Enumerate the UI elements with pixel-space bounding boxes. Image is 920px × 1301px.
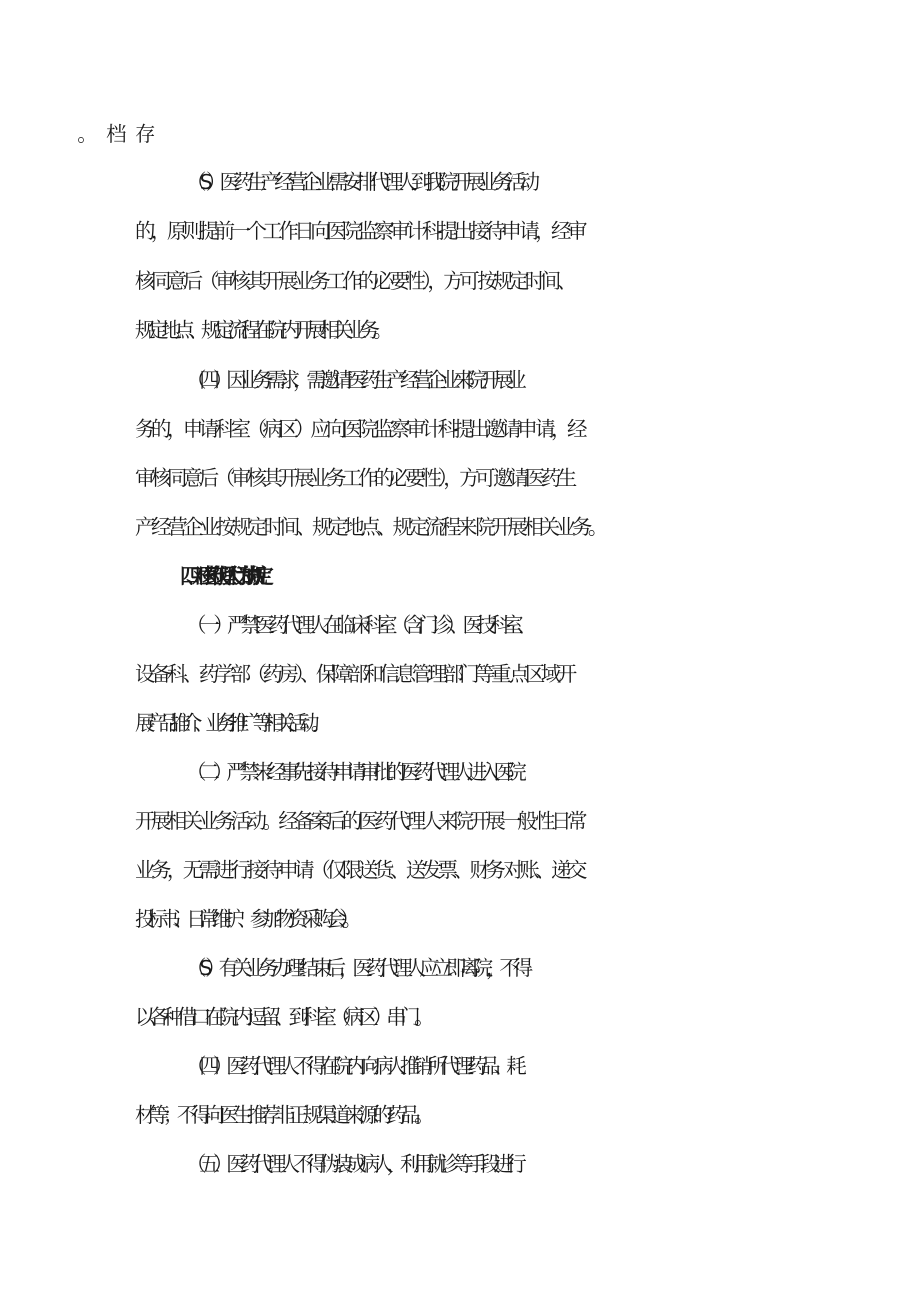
paragraph-line: （S）有关业务办理结束后，医药代理人应立即离院，不得 [186, 956, 527, 980]
section-heading: 四、对医药代理人行为的规定 [180, 564, 260, 588]
paragraph-line: 务的，申请科室（病区）应向医院监察审计科提出邀请申 请，经 [135, 417, 583, 441]
paragraph-line: 业务，无需进行接待申请（仅限送货、送发票、财务 对账、递交 [135, 858, 583, 882]
paragraph-line: 设备科、药学部（药房）、保障部和信息管理部门等重 点区域开 [135, 662, 573, 686]
paragraph-line: 开展相关业务活动。经备案后的医药代理人来院开展一般 性日常 [135, 809, 583, 833]
paragraph-line: 展产品推介、业务推广等相关活动。 [135, 711, 323, 735]
paragraph-line: （S）医药生产经营企业需安排代理人到我院开展业务 活动 [186, 170, 534, 194]
paragraph-line: 材等；不得向医生推荐非正规渠道来源的药品。 [135, 1103, 429, 1127]
paragraph-line: 规定地点、规定流程在院内开展相关业务。 [135, 318, 386, 342]
paragraph-line: （一）严禁医药代理人在临床科室（含门诊）、医技科 室、 [186, 613, 531, 637]
paragraph-line [135, 117, 920, 151]
paragraph-line: 的，原则提前一个工作日向医院监察审计科提出接待申 请，经审 [135, 219, 583, 243]
paragraph-line: （四）因业务需求，需邀请医药生产经营企业来院开展 业 [186, 368, 520, 392]
paragraph-line: （四）医药代理人不得在院内向病人推销所代理药品、 耗 [186, 1054, 520, 1078]
paragraph-line: （二）严禁未经事先接待申请审批的医药代理人进入医 院 [186, 760, 520, 784]
paragraph-line: 投标书、日常维护、参加物资采购会）。 [135, 907, 355, 931]
paragraph-line: （五）医药代理人不得伪装成病人，利用就诊等手段进 行 [186, 1152, 520, 1176]
paragraph-line: 审核同意后（审核其开展业务工作的必要性），方可 邀请医药生 [135, 466, 573, 490]
paragraph-line: 核同意后（审核其开展业务工作的必要性），方可 按规定时间、 [135, 269, 573, 293]
paragraph-line: 以各种借口在院内逗留、到科室（病区）串门。 [135, 1005, 429, 1029]
paragraph-line: 产经营企业按规定时间、规定地点、规定流程来 院开展相关业务。 [135, 515, 605, 539]
